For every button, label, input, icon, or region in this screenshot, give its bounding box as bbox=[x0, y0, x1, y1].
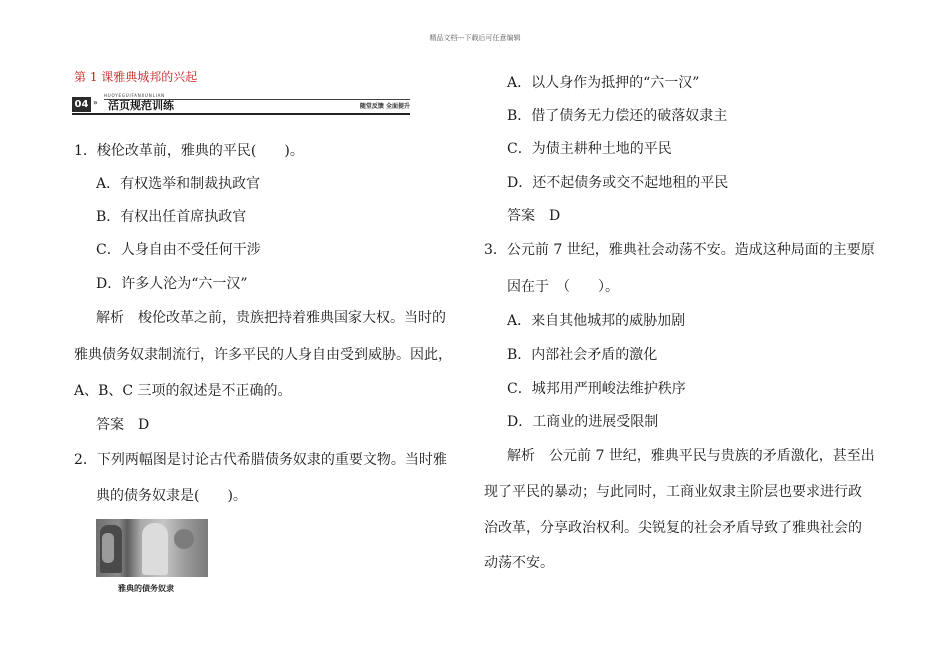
q3-analysis-line-3: 治改革，分享政治权利。尖锐复的社会矛盾导致了雅典社会的 bbox=[484, 520, 862, 536]
question-3-stem-line-1: 3．公元前 7 世纪，雅典社会动荡不安。造成这种局面的主要原 bbox=[484, 242, 875, 258]
q1-analysis-line-1: 解析 梭伦改革之前，贵族把持着雅典国家大权。当时的 bbox=[96, 310, 446, 326]
lesson-title: 第 1 课雅典城邦的兴起 bbox=[74, 70, 198, 84]
banner-bottom-rule bbox=[72, 113, 410, 115]
banner-label: 活页规范训练 bbox=[108, 99, 174, 112]
q3-analysis-line-4: 动荡不安。 bbox=[484, 555, 554, 571]
q3-analysis-line-2: 现了平民的暴动；与此同时，工商业奴隶主阶层也要求进行政 bbox=[484, 484, 862, 500]
q1-option-b: B．有权出任首席执政官 bbox=[96, 209, 247, 225]
q1-answer: 答案 D bbox=[96, 417, 150, 433]
q1-analysis-line-3: A、B、C 三项的叙述是不正确的。 bbox=[74, 383, 292, 399]
q1-option-a: A．有权选举和制裁执政官 bbox=[96, 176, 261, 192]
question-2-stem-line-2: 典的债务奴隶是( )。 bbox=[96, 488, 247, 504]
debt-slave-relief-image bbox=[96, 519, 208, 577]
question-1-stem: 1．梭伦改革前，雅典的平民( )。 bbox=[74, 143, 304, 159]
q2-option-c: C．为债主耕种土地的平民 bbox=[507, 141, 672, 157]
relief-figure-right bbox=[174, 529, 194, 549]
relief-figure-left-detail bbox=[102, 533, 114, 563]
q3-option-c: C．城邦用严刑峻法维护秩序 bbox=[507, 381, 686, 397]
q2-option-a: A．以人身作为抵押的“六一汉” bbox=[507, 75, 700, 91]
figure-caption: 雅典的债务奴隶 bbox=[118, 584, 174, 593]
banner-pinyin: HUOYEGUIFANXUNLIAN bbox=[104, 93, 165, 98]
section-banner bbox=[72, 92, 410, 116]
q3-analysis-line-1: 解析 公元前 7 世纪，雅典平民与贵族的矛盾激化，甚至出 bbox=[507, 448, 875, 464]
banner-right-text: 随堂反馈 全面提升 bbox=[359, 103, 410, 110]
question-3-stem-line-2: 因在于 （ ）。 bbox=[507, 279, 619, 295]
q1-analysis-line-2: 雅典债务奴隶制流行，许多平民的人身自由受到威胁。因此， bbox=[74, 347, 452, 363]
q3-option-b: B．内部社会矛盾的激化 bbox=[507, 347, 658, 363]
q1-option-d: D．许多人沦为“六一汉” bbox=[96, 276, 248, 292]
q2-option-b: B．借了债务无力偿还的破落奴隶主 bbox=[507, 108, 728, 124]
q3-option-a: A．来自其他城邦的威胁加剧 bbox=[507, 313, 686, 329]
q1-option-c: C．人身自由不受任何干涉 bbox=[96, 242, 261, 258]
banner-number: 04 bbox=[72, 97, 91, 112]
question-2-stem-line-1: 2．下列两幅图是讨论古代希腊债务奴隶的重要文物。当时雅 bbox=[74, 452, 447, 468]
relief-figure-center bbox=[142, 523, 168, 575]
banner-arrow-icon: » bbox=[93, 98, 98, 107]
q2-answer: 答案 D bbox=[507, 208, 561, 224]
header-note: 精品文档---下载后可任意编辑 bbox=[429, 34, 521, 42]
q2-option-d: D．还不起债务或交不起地租的平民 bbox=[507, 175, 729, 191]
q3-option-d: D．工商业的进展受限制 bbox=[507, 414, 659, 430]
